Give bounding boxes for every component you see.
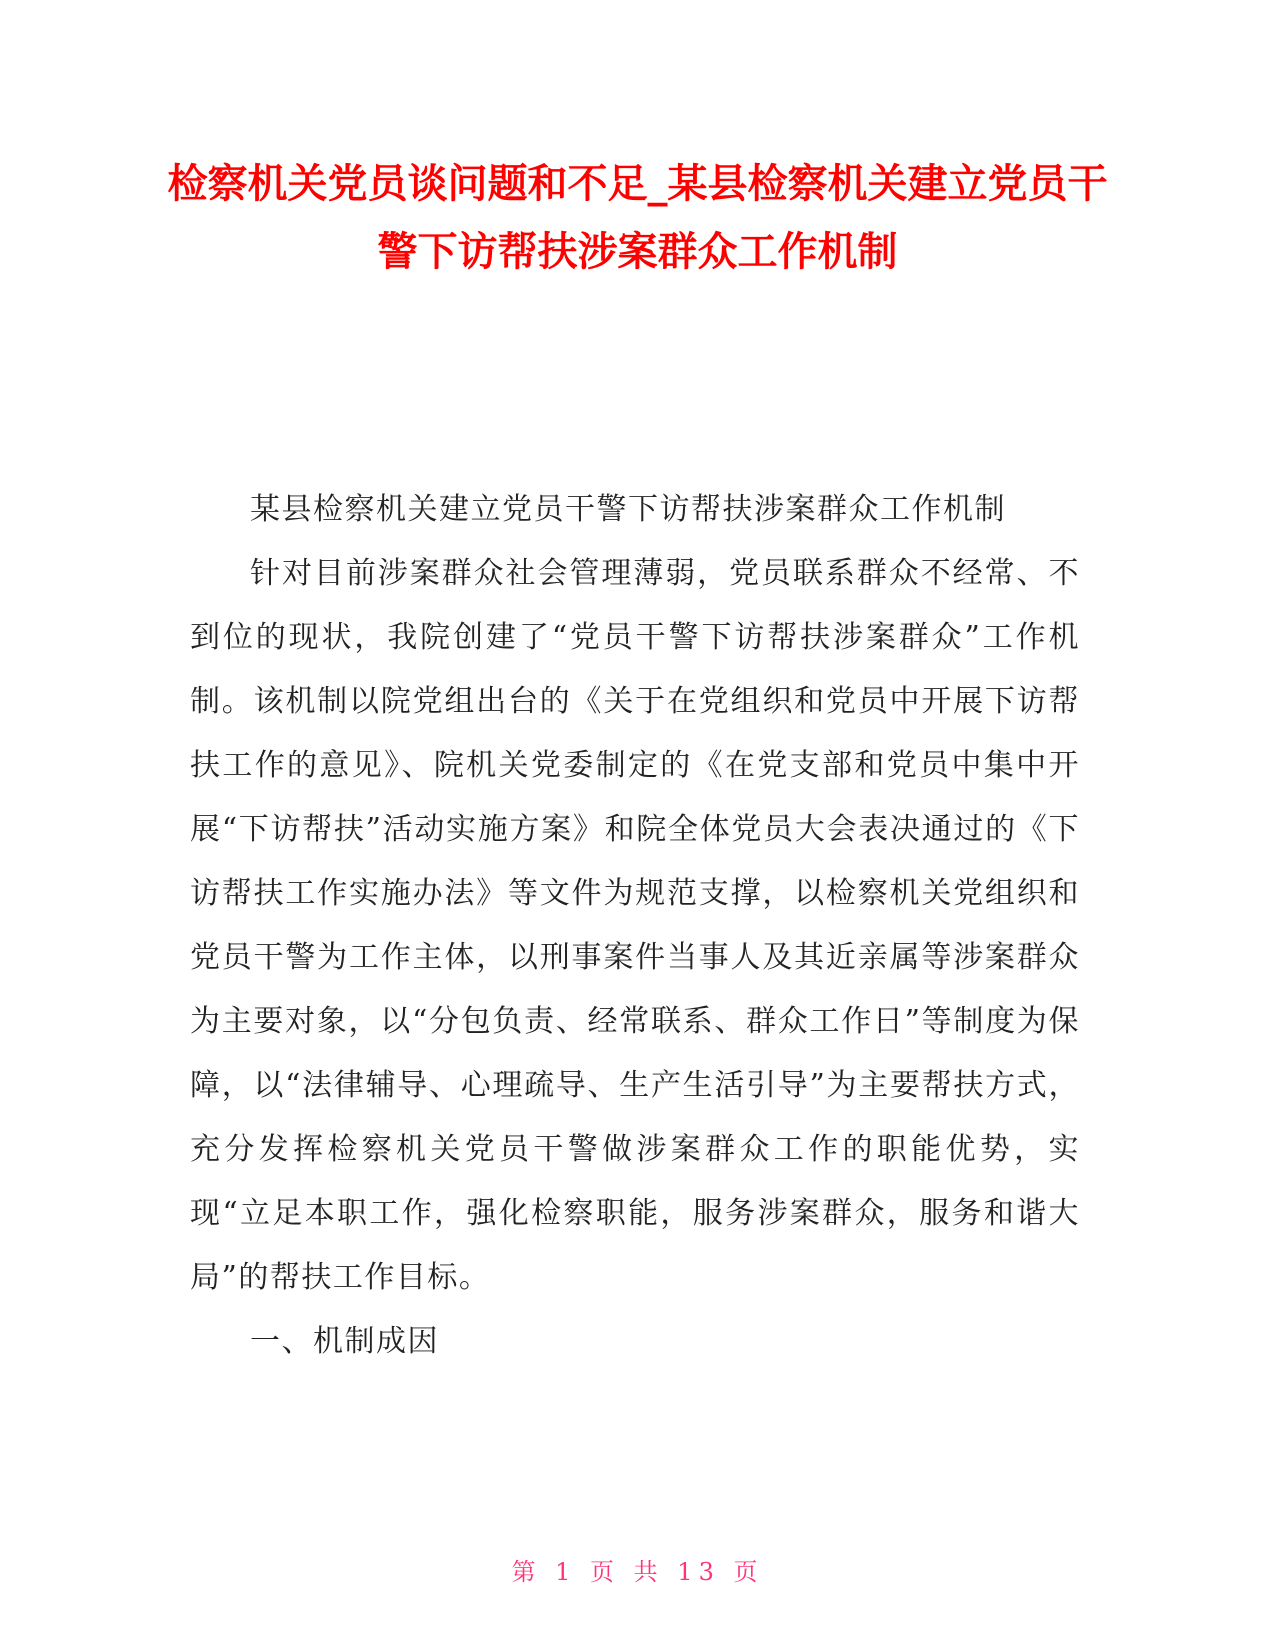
section-heading: 一、机制成因 [250,1324,439,1359]
paragraph-subtitle: 某县检察机关建立党员干警下访帮扶涉案群众工作机制 [250,492,1006,527]
paragraph-main: 针对目前涉案群众社会管理薄弱，党员联系群众不经常、不到位的现状，我院创建了“党员干警下访帮扶涉案群众”工作机制。该机制以院党组出台的《关于在党组织和党员中开展下访帮扶工作的意见》、院机关党委制定的《在党支部和党员中集中开展“下访帮扶”活动实施方案》和院全体党员大会表决通过的《下访帮扶工作实施办法》等文件为规范支撑，以检察机关党组织和党员干警为工作主体，以刑事案件当事人及其近亲属等涉案群众为主要对象，以“分包负责、经常联系、群众工作日”等制度为保障，以“法律辅导、心理疏导、生产生活引导”为主要帮扶方式，充分发挥检察机关党员干警做涉案群众工作的职能优势，实现“立足本职工作，强化检察职能，服务涉案群众，服务和谐大局”的帮扶工作目标。 [190,556,1080,1295]
document-title: 检察机关党员谈问题和不足_某县检察机关建立党员干警下访帮扶涉案群众工作机制 [167,161,1108,275]
document-body [190,478,1080,1374]
page-footer: 第 1 页 共 13 页 [511,1558,764,1586]
